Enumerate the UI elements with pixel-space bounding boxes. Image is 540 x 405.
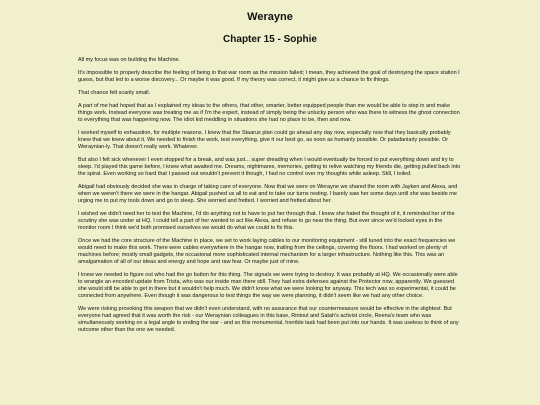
paragraph: I wished we didn't need her to test the Machine, I'd do anything not to have to put her through that. I knew she hated the thought of it, it reminded her of the scrutiny she was under at HQ. I could tell a part of her wanted to act like Alexa, and refuse to go near the thing. But ever since we'd locked eyes in the monitor room I think we'd both promised ourselves we would do what we could to fix this. [78,211,455,231]
book-title: Werayne [247,11,293,23]
chapter-body [78,57,462,334]
paragraph: A part of me had hoped that as I explained my ideas to the others, that other, smarter, better equipped people than me would be able to step in and make things work. Instead everyone was treating me as if I'm the expert, instead of simply being the unlucky person who was there to witness the ghost connection to everything that was happening now. The idiot kid meddling in situations she had no place to be, then and now. [78,103,460,123]
paragraph: We were risking provoking this weapon that we didn't even understand, with no assurance that our countermeasure would be effective in the slightest. But everyone had agreed that it was worth the risk - our Weraynian colleagues in this base, Rintoul and Satah's activist circle, Reena's team who was simultaneously working on a legal angle to ending the war - and so this monumental, horrible task had been put into our hands. It was useless to think of any outcome other than the one we needed. [78,306,459,333]
paragraph: That chance felt scarily small. [78,90,151,96]
paragraph: Once we had the core structure of the Machine in place, we set to work laying cables to our monitoring equipment - still tuned into the exact frequencies we would need to make this work. There were cables everywhere in the hangar now, trailing from the ceilings, covering the floors. I had worked on plenty of machines before; mostly small gadgets, the occasional more sophisticated internal mechanism for a larger infrastructure. Nothing like this. This was an amalgamation of all of our ideas and energy and hope and raw fear. Or maybe just of mine. [78,238,456,265]
paragraph: All my focus was on building the Machine. [78,57,181,63]
paragraph: I worked myself to exhaustion, for multiple reasons. I knew that the Staarus plan could go ahead any day now, especially now that they basically probably knew that we knew about it. We needed to finish the work, test everything, give it our best go, as soon as humanly possible. Or paladaniarly possible. Or Weraynian-ly. That doesn't really work. Whatever. [78,130,451,150]
paragraph: I knew we needed to figure out who had the go button for this thing. The signals we were trying to destroy. It was probably at HQ. We occasionally were able to wrangle an encoded update from Trista, who was our inside man there still. They had extra defenses against the Protector now, apparently. We guessed she would still be able to get in there but it wouldn't help much. We didn't know what we were looking for anyway. This tech was so experimental, it could be connected from anywhere. Even though it was dangerous to test things the way we were planning, it didn't seem like we had any other choice. [78,272,458,299]
chapter-title: Chapter 15 - Sophie [223,34,317,45]
paragraph: It's impossible to properly describe the feeling of being in that war room as the mission failed; I mean, they achieved the goal of destroying the space station I guess, but that led to a worse discovery... Or maybe it was good. If my theory was correct, it might give us a chance to fix things. [78,70,460,83]
paragraph: Abigail had obviously decided she was in charge of taking care of everyone. Now that we were on Werayne we shared the room with Jayken and Alexa, and when we weren't there we were in the hangar. Abigail pushed us all to eat and to take our turns resting. I barely saw her some days until she was beside me urging me to put my tools down and go to sleep. She worried and fretted. I worried and fretted about her. [78,184,458,204]
paragraph: But also I felt sick whenever I even stopped for a break, and was just... super dreading when I would eventually be forced to put everything down and try to sleep. I'd played this game before, I knew what awaited me. Dreams, nightmares, memories, getting to relive watching my friends die, getting pulled back into the spiral. Even working so hard that I passed out wouldn't prevent it though, I had no control over my thoughts while asleep. Still, I toiled. [78,157,461,177]
